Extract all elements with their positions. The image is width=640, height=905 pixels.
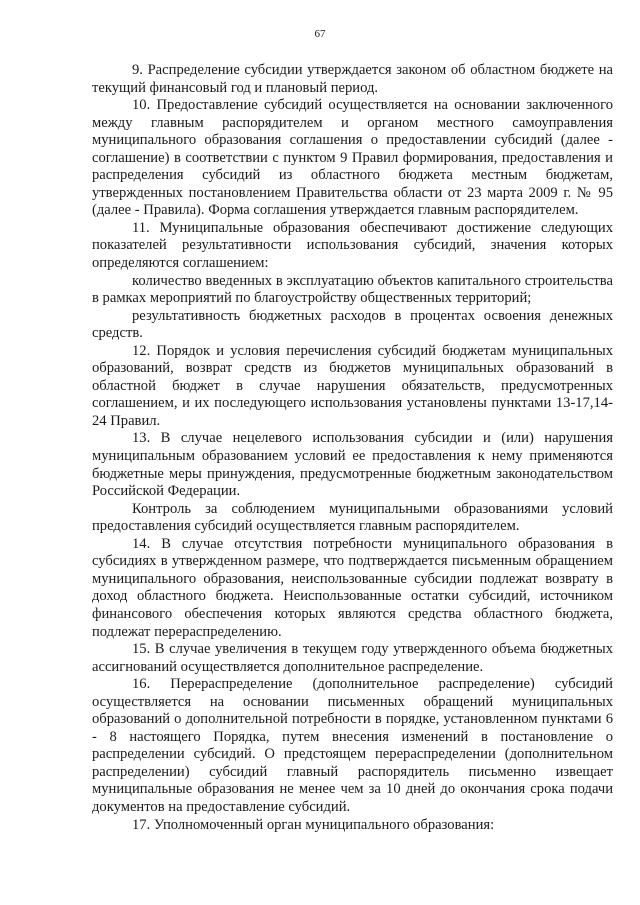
paragraph-15: 15. В случае увеличения в текущем году утвержденного объема бюджетных ассигнований осуществляется дополнительное распределение. — [92, 641, 613, 675]
paragraph-17: 17. Уполномоченный орган муниципального образования: — [132, 816, 495, 833]
paragraph-13: 13. В случае нецелевого использования субсидии и (или) нарушения муниципальным образованием условий ее предоставления к нему применяются бюджетные меры принуждения, предусмотренные бюджетным законодательством Российской Федерации. — [92, 430, 613, 500]
paragraph-11-indicator-1: количество введенных в эксплуатацию объектов капитального строительства в рамках мероприятий по благоустройству общественных территорий; — [92, 272, 613, 307]
paragraph-13-control: Контроль за соблюдением муниципальными образованиями условий предоставления субсидий осуществляется главным распорядителем. — [92, 500, 613, 535]
document-body — [92, 62, 613, 834]
page-number: 67 — [314, 28, 326, 40]
paragraph-11-indicator-2: результативность бюджетных расходов в процентах освоения денежных средств. — [92, 307, 613, 342]
paragraph-12: 12. Порядок и условия перечисления субсидий бюджетам муниципальных образований, возврат средств из бюджетов муниципальных образований в областной бюджет в случае нарушения обязательств, предусмотренных соглашением, и их последующего использования установлены пунктами 13-17,14-24 Правил. — [92, 342, 613, 429]
paragraph-14: 14. В случае отсутствия потребности муниципального образования в субсидиях в утвержденном размере, что подтверждается письменным обращением муниципального образования, неиспользованные субсидии подлежат возврату в доход областного бюджета. Неиспользованные остатки субсидий, источником финансового обеспечения которых являются средства областного бюджета, подлежат перераспределению. — [92, 535, 613, 640]
paragraph-11: 11. Муниципальные образования обеспечивают достижение следующих показателей результативности использования субсидий, значения которых определяются соглашением: — [92, 219, 613, 272]
paragraph-9: 9. Распределение субсидии утверждается законом об областном бюджете на текущий финансовый год и плановый период. — [92, 62, 613, 96]
paragraph-16: 16. Перераспределение (дополнительное распределение) субсидий осуществляется на основании письменных обращений муниципальных образований о дополнительной потребности в порядке, установленном пунктами 6 - 8 настоящего Порядка, путем внесения изменений в постановление о распределении субсидий. О предстоящем перераспределении (дополнительном распределении) субсидий главный распорядитель письменно извещает муниципальные образования не менее чем за 10 дней до окончания срока подачи документов на предоставление субсидий. — [92, 676, 613, 815]
paragraph-10: 10. Предоставление субсидий осуществляется на основании заключенного между главным распорядителем и органом местного самоуправления муниципального образования соглашения о предоставлении субсидий (далее - соглашение) в соответствии с пунктом 9 Правил формирования, предоставления и распределения субсидий из областного бюджета местным бюджетам, утвержденных постановлением Правительства области от 23 марта 2009 г. № 95 (далее - Правила). Форма соглашения утверждается главным распорядителем. — [92, 97, 613, 219]
